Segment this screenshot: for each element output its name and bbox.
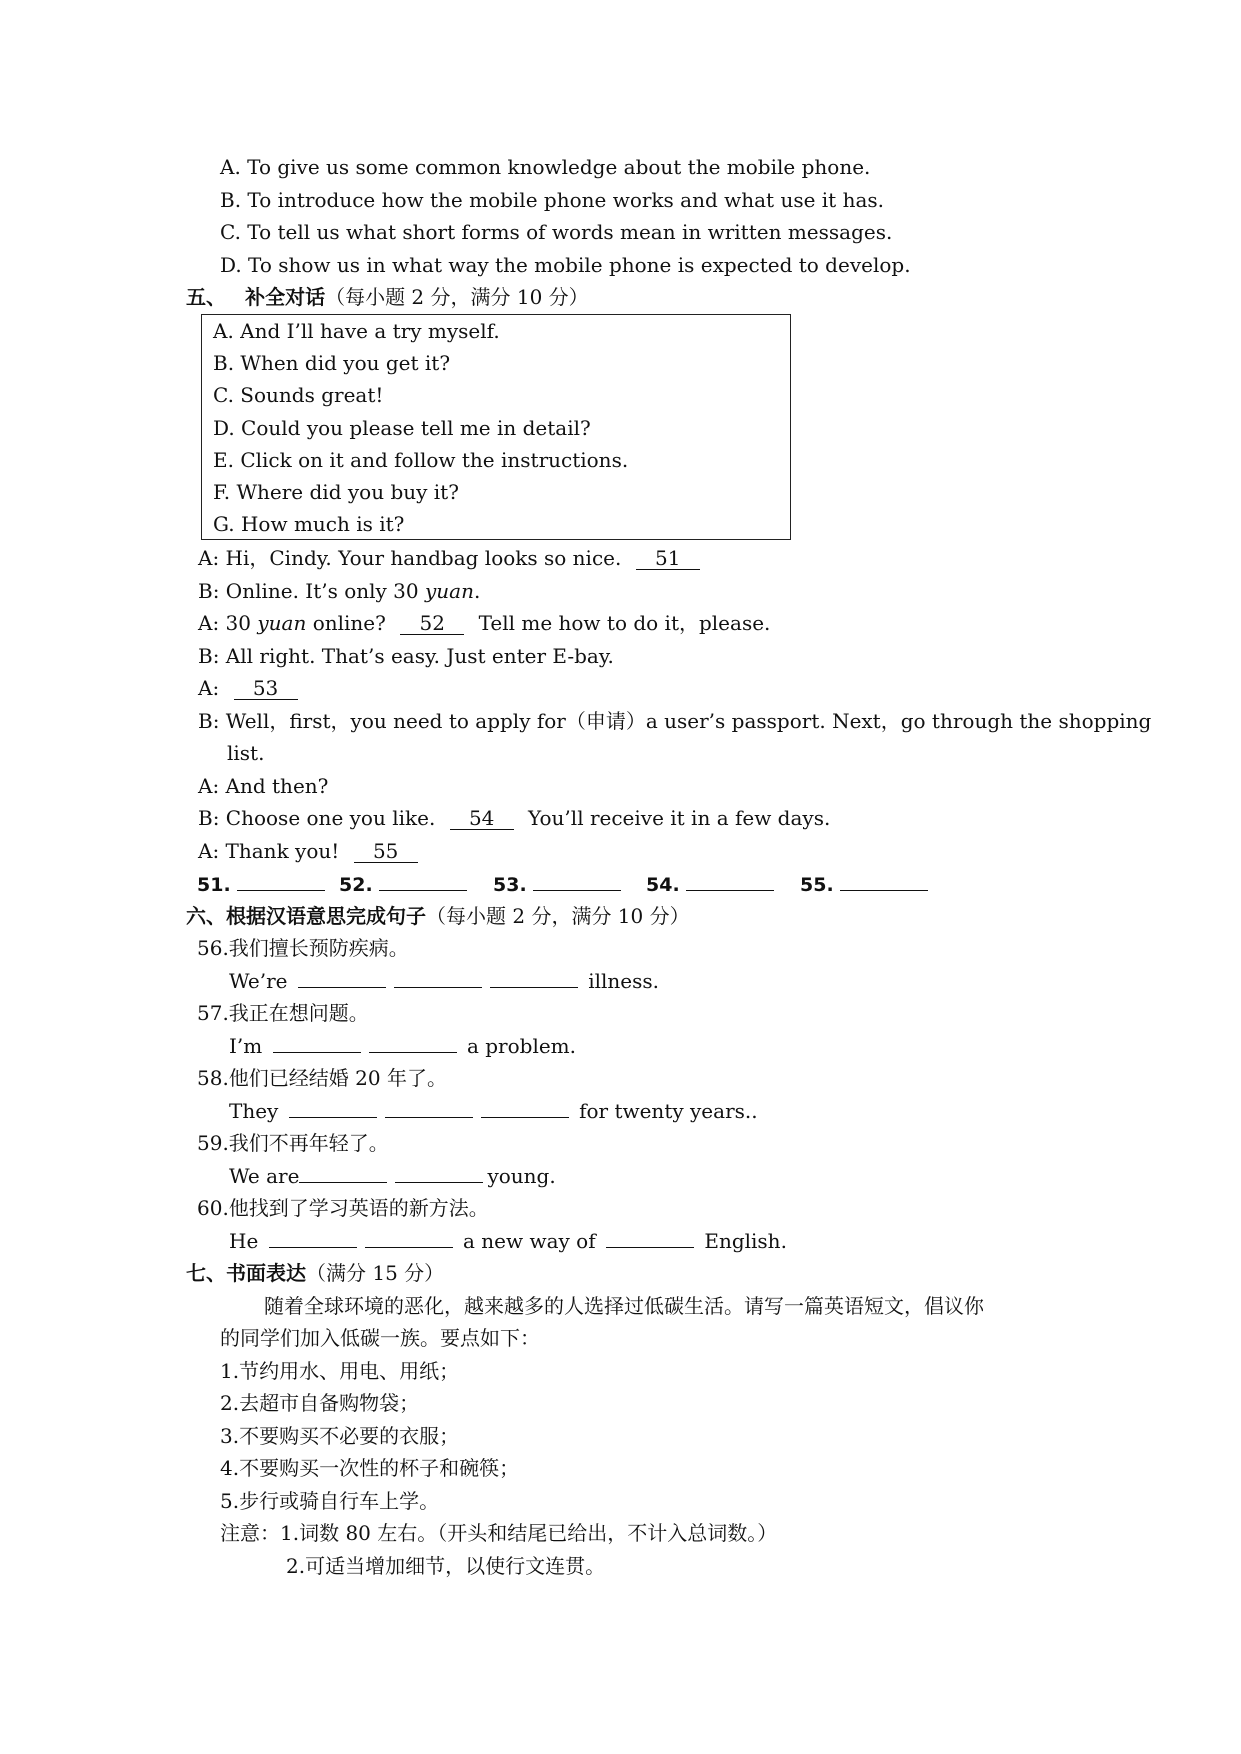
answer-text: English. (704, 1229, 787, 1253)
dialog-line-5 (198, 675, 298, 701)
answer-label: 51. (197, 874, 231, 896)
answer-label: 53. (493, 874, 527, 896)
writing-intro-line-2: 的同学们加入低碳一族。要点如下： (220, 1326, 540, 1350)
dialog-line-7: A: And then? (198, 774, 329, 798)
dialog-line-8 (198, 805, 830, 831)
blank-51: 51 (636, 547, 700, 570)
answer-text: He (229, 1229, 259, 1253)
box-option-g: G. How much is it? (213, 512, 405, 536)
option-b: B. To introduce how the mobile phone works and what use it has. (220, 188, 884, 212)
box-option-c: C. Sounds great! (213, 383, 384, 407)
dialog-line-9 (198, 838, 418, 864)
answer-label: 54. (646, 874, 680, 896)
answer-56 (229, 968, 659, 994)
answer-text: They (229, 1099, 279, 1123)
answer-text: a problem. (466, 1034, 576, 1058)
blank-52: 52 (400, 612, 464, 635)
blank-53: 53 (234, 677, 298, 700)
blank-line[interactable] (289, 1099, 377, 1118)
blank-line[interactable] (490, 969, 578, 988)
answer-label: 55. (800, 874, 834, 896)
writing-point-4: 4.不要购买一次性的杯子和碗筷； (220, 1456, 520, 1480)
box-option-f: F. Where did you buy it? (213, 480, 459, 504)
blank-line[interactable] (299, 1164, 387, 1183)
answer-line[interactable] (533, 872, 621, 891)
dialog-line-1 (198, 545, 700, 571)
answer-58 (229, 1098, 758, 1124)
blank-line[interactable] (369, 1034, 457, 1053)
dialog-text: . (473, 579, 481, 603)
answer-slot-55[interactable] (800, 872, 928, 896)
section7-note: （满分 15 分） (306, 1261, 445, 1285)
answer-line[interactable] (840, 872, 928, 891)
answer-slot-54[interactable] (646, 872, 774, 896)
answer-slot-51[interactable] (197, 872, 325, 896)
box-option-a: A. And I’ll have a try myself. (213, 319, 500, 343)
box-option-b: B. When did you get it? (213, 351, 451, 375)
answer-line[interactable] (237, 872, 325, 891)
section6-note: （每小题 2 分，满分 10 分） (426, 904, 690, 928)
answer-60 (229, 1228, 787, 1254)
section6-title: 根据汉语意思完成句子 (226, 904, 426, 928)
writing-note-2: 2.可适当增加细节，以使行文连贯。 (286, 1554, 606, 1578)
writing-point-3: 3.不要购买不必要的衣服； (220, 1424, 460, 1448)
section6-number: 六、 (186, 904, 226, 928)
answer-text: illness. (588, 969, 660, 993)
dialog-italic: yuan (257, 611, 307, 635)
blank-line[interactable] (365, 1229, 453, 1248)
section6-heading (186, 903, 690, 929)
question-57: 57.我正在想问题。 (197, 1001, 369, 1025)
answer-57 (229, 1033, 576, 1059)
dialog-line-4: B: All right. That’s easy. Just enter E-bay. (198, 644, 614, 668)
writing-note-1: 注意：1.词数 80 左右。（开头和结尾已给出，不计入总词数。） (220, 1521, 778, 1545)
blank-line[interactable] (273, 1034, 361, 1053)
answer-slot-52[interactable] (339, 872, 467, 896)
answer-text: I’m (229, 1034, 263, 1058)
blank-54: 54 (450, 807, 514, 830)
box-option-e: E. Click on it and follow the instructions. (213, 448, 629, 472)
answer-text: for twenty years.. (579, 1099, 758, 1123)
dialog-line-6-cont: list. (227, 741, 265, 765)
blank-line[interactable] (298, 969, 386, 988)
section7-heading (186, 1260, 444, 1286)
blank-line[interactable] (394, 969, 482, 988)
section5-heading (186, 284, 589, 310)
option-d: D. To show us in what way the mobile phone is expected to develop. (220, 253, 911, 277)
question-58: 58.他们已经结婚 20 年了。 (197, 1066, 447, 1090)
dialog-text: You’ll receive it in a few days. (528, 806, 831, 830)
dialog-line-6: B: Well，first，you need to apply for（申请）a user’s passport. Next，go through the shopping (198, 709, 1152, 733)
blank-line[interactable] (395, 1164, 483, 1183)
question-59: 59.我们不再年轻了。 (197, 1131, 389, 1155)
dialog-text: A: 30 (198, 611, 258, 635)
dialog-text: online? (306, 611, 386, 635)
section7-title: 书面表达 (226, 1261, 306, 1285)
section5-title: 补全对话 (245, 285, 326, 309)
question-60: 60.他找到了学习英语的新方法。 (197, 1196, 489, 1220)
dialog-text: A: Hi，Cindy. Your handbag looks so nice. (198, 546, 622, 570)
dialog-text: A: Thank you! (198, 839, 340, 863)
answer-text: We’re (229, 969, 288, 993)
option-c: C. To tell us what short forms of words mean in written messages. (220, 220, 893, 244)
answer-59 (229, 1163, 556, 1189)
blank-55: 55 (354, 840, 418, 863)
section5-number: 五、 (186, 285, 226, 309)
dialog-line-3 (198, 610, 770, 636)
question-56: 56.我们擅长预防疾病。 (197, 936, 409, 960)
blank-line[interactable] (269, 1229, 357, 1248)
section7-number: 七、 (186, 1261, 226, 1285)
dialog-text: B: Choose one you like. (198, 806, 436, 830)
answer-slot-53[interactable] (493, 872, 621, 896)
dialog-italic: yuan (425, 579, 474, 603)
answer-label: 52. (339, 874, 373, 896)
answer-text: a new way of (463, 1229, 596, 1253)
answer-line[interactable] (379, 872, 467, 891)
writing-point-5: 5.步行或骑自行车上学。 (220, 1489, 440, 1513)
dialog-line-2 (198, 578, 480, 604)
writing-point-1: 1.节约用水、用电、用纸； (220, 1359, 460, 1383)
option-a: A. To give us some common knowledge about the mobile phone. (220, 155, 871, 179)
writing-intro-line-1: 随着全球环境的恶化，越来越多的人选择过低碳生活。请写一篇英语短文，倡议你 (264, 1294, 984, 1318)
writing-point-2: 2.去超市自备购物袋； (220, 1391, 420, 1415)
dialog-text: Tell me how to do it，please. (478, 611, 771, 635)
blank-line[interactable] (481, 1099, 569, 1118)
answer-line[interactable] (686, 872, 774, 891)
dialog-text: B: Online. It’s only 30 (198, 579, 425, 603)
blank-line[interactable] (606, 1229, 694, 1248)
answer-text: We are (229, 1164, 300, 1188)
blank-line[interactable] (385, 1099, 473, 1118)
answer-text: young. (487, 1164, 556, 1188)
box-option-d: D. Could you please tell me in detail? (213, 416, 591, 440)
dialog-text: A: (198, 676, 220, 700)
section5-note: （每小题 2 分，满分 10 分） (325, 285, 589, 309)
